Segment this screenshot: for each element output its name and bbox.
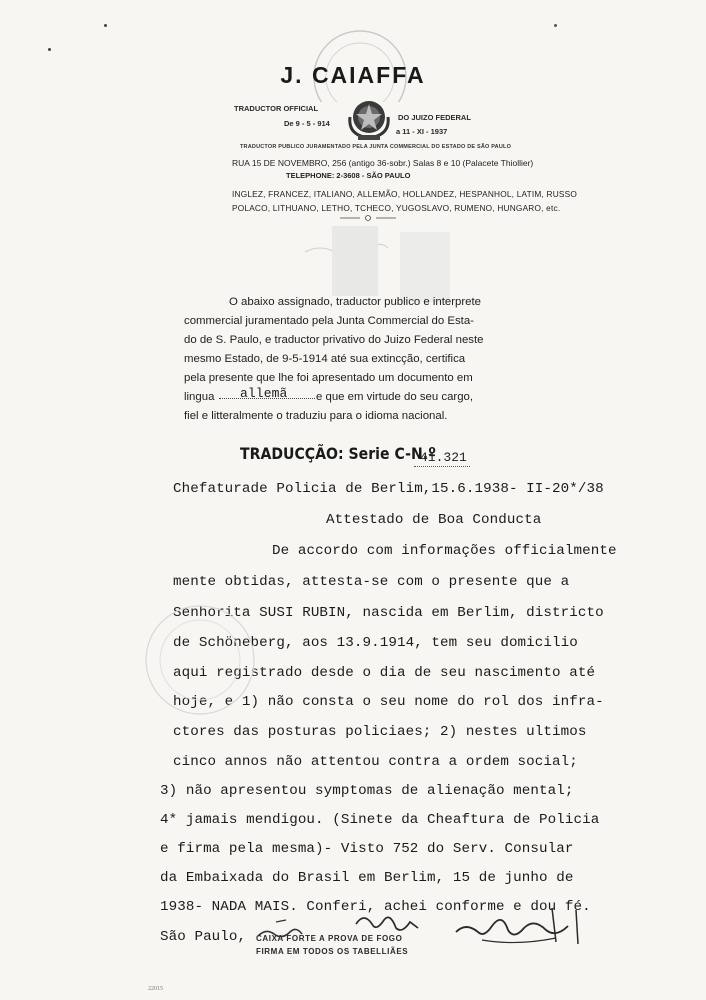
translation-line-6: de Schöneberg, aos 13.9.1914, tem seu domicilio bbox=[173, 635, 578, 651]
certification-line-5: pela presente que lhe foi apresentado um documento em bbox=[184, 372, 473, 384]
translator-label: TRADUCTOR OFFICIAL bbox=[234, 104, 319, 113]
speck bbox=[48, 48, 51, 51]
translation-line-11: 3) não apresentou symptomas de alienação mental; bbox=[160, 783, 574, 799]
telephone-line: TELEPHONE: 2-3608 - SÃO PAULO bbox=[286, 171, 411, 180]
languages-line-1: INGLEZ, FRANCEZ, ITALIANO, ALLEMÃO, HOLLANDEZ, HESPANHOL, LATIM, RUSSO bbox=[232, 189, 578, 199]
translation-line-14: da Embaixada do Brasil em Berlim, 15 de junho de bbox=[160, 870, 574, 886]
watermark-seal-center bbox=[140, 600, 260, 720]
certification-line-1: O abaixo assignado, traductor publico e interprete bbox=[229, 296, 482, 308]
page-number: 22015 bbox=[148, 986, 163, 992]
serie-number: 41.321 bbox=[420, 450, 467, 465]
footer-stamp-line-2: FIRMA EM TODOS OS TABELLIÃES bbox=[256, 947, 409, 956]
certification-line-2: commercial juramentado pela Junta Commercial do Esta- bbox=[184, 315, 474, 327]
ghost-seal-left bbox=[332, 226, 378, 296]
address-line: RUA 15 DE NOVEMBRO, 256 (antigo 36-sobr.) Salas 8 e 10 (Palacete Thiollier) bbox=[232, 158, 534, 168]
translation-line-5: Senhorita SUSI RUBIN, nascida em Berlim, districto bbox=[173, 605, 604, 621]
speck bbox=[554, 24, 557, 27]
sworn-translator-line: TRADUCTOR PUBLICO JURAMENTADO PELA JUNTA COMMERCIAL DO ESTADO DE SÃO PAULO bbox=[240, 144, 512, 150]
translation-line-4: mente obtidas, attesta-se com o presente que a bbox=[173, 574, 570, 590]
serie-dotted-line bbox=[414, 466, 470, 467]
translation-heading: TRADUCÇÃO: Serie C-N.º bbox=[240, 444, 437, 463]
translation-line-8: hoje, e 1) não consta o seu nome do rol dos infra- bbox=[173, 694, 604, 710]
certification-line-3: do de S. Paulo, e traductor privativo do Juizo Federal neste bbox=[184, 334, 484, 346]
lingua-prefix: lingua bbox=[184, 391, 215, 403]
translator-date: De 9 - 5 - 914 bbox=[284, 119, 330, 128]
court-date: a 11 - XI - 1937 bbox=[396, 127, 448, 136]
footer-stamp-line-1: CAIXA FORTE A PROVA DE FOGO bbox=[256, 934, 403, 943]
translation-line-15: 1938- NADA MAIS. Conferi, achei conforme e dou fé. bbox=[160, 899, 591, 915]
translation-line-7: aqui registrado desde o dia de seu nascimento até bbox=[173, 665, 596, 681]
letterhead-name: J. CAIAFFA bbox=[280, 62, 426, 88]
lingua-value: allemã bbox=[240, 386, 288, 401]
translation-line-2: Attestado de Boa Conducta bbox=[326, 512, 542, 528]
certification-line-4: mesmo Estado, de 9-5-1914 até sua extincção, certifica bbox=[184, 353, 466, 365]
translation-line-10: cinco annos não attentou contra a ordem social; bbox=[173, 754, 578, 770]
translation-line-12: 4* jamais mendigou. (Sinete da Cheaftura de Policia bbox=[160, 812, 600, 828]
lingua-suffix: e que em virtude do seu cargo, bbox=[316, 391, 474, 403]
coat-of-arms-emblem bbox=[344, 97, 394, 143]
speck bbox=[104, 24, 107, 27]
translation-line-1: Chefaturade Policia de Berlim,15.6.1938- II-20*/38 bbox=[173, 481, 604, 497]
languages-line-2: POLACO, LITHUANO, LETHO, TCHECO, YUGOSLAVO, RUMENO, HUNGARO, etc. bbox=[232, 203, 561, 213]
court-label: DO JUIZO FEDERAL bbox=[398, 113, 471, 122]
ghost-seal-right bbox=[400, 232, 450, 302]
translation-line-13: e firma pela mesma)- Visto 752 do Serv. Consular bbox=[160, 841, 574, 857]
place-date: São Paulo, bbox=[160, 929, 247, 945]
certification-last-line: fiel e litteralmente o traduziu para o idioma nacional. bbox=[184, 410, 448, 422]
translation-line-3: De accordo com informações officialmente bbox=[272, 543, 617, 559]
ornament-divider bbox=[338, 212, 398, 224]
handwritten-signature bbox=[256, 898, 616, 958]
translation-line-9: ctores das posturas policiaes; 2) nestes ultimos bbox=[173, 724, 587, 740]
